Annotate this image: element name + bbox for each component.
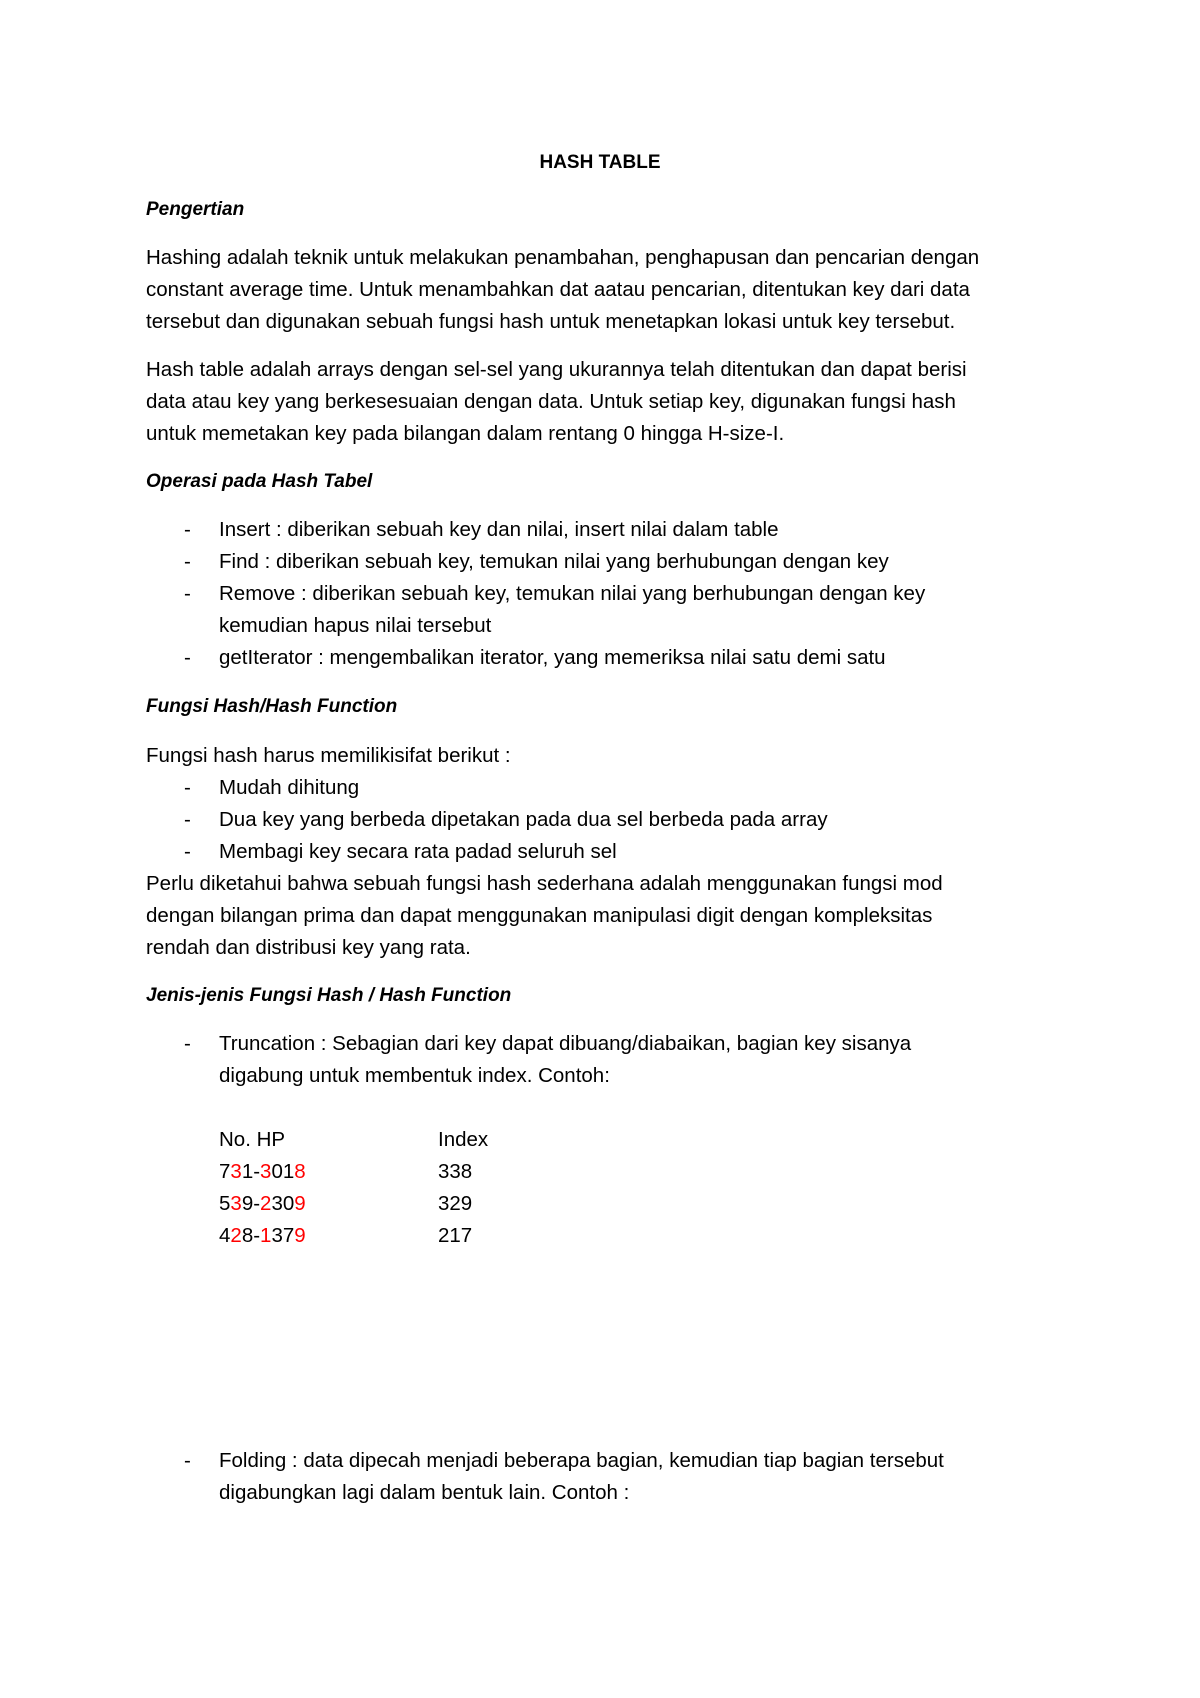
list-item: Folding : data dipecah menjadi beberapa bagian, kemudian tiap bagian tersebut	[219, 1449, 944, 1472]
hp-digit-highlight: 2	[260, 1192, 272, 1215]
list-item: Mudah dihitung	[219, 776, 360, 799]
table-cell-hp	[219, 1191, 306, 1217]
hp-digit-highlight: 3	[230, 1192, 242, 1215]
paragraph-line: rendah dan distribusi key yang rata.	[146, 936, 471, 959]
table-cell-hp	[219, 1223, 306, 1249]
list-item-continuation: digabung untuk membentuk index. Contoh:	[219, 1064, 610, 1087]
list-bullet: -	[184, 518, 191, 541]
paragraph-line: Fungsi hash harus memilikisifat berikut :	[146, 744, 511, 767]
list-item: Membagi key secara rata padad seluruh sel	[219, 840, 617, 863]
list-bullet: -	[184, 840, 191, 863]
hp-digit-highlight: 3	[260, 1160, 272, 1183]
heading-fungsi-hash: Fungsi Hash/Hash Function	[146, 696, 398, 717]
heading-jenis-fungsi-hash: Jenis-jenis Fungsi Hash / Hash Function	[146, 985, 512, 1006]
paragraph-line: Hash table adalah arrays dengan sel-sel yang ukurannya telah ditentukan dan dapat berisi	[146, 358, 967, 381]
hp-digit-highlight: 3	[230, 1160, 242, 1183]
paragraph-line: constant average time. Untuk menambahkan dat aatau pencarian, ditentukan key dari data	[146, 278, 970, 301]
paragraph-line: Perlu diketahui bahwa sebuah fungsi hash sederhana adalah menggunakan fungsi mod	[146, 872, 943, 895]
hp-digit-highlight: 2	[230, 1224, 242, 1247]
list-item-continuation: digabungkan lagi dalam bentuk lain. Contoh :	[219, 1481, 630, 1504]
table-cell-index: 329	[438, 1192, 473, 1215]
heading-pengertian: Pengertian	[146, 199, 245, 220]
table-header-index: Index	[438, 1128, 489, 1151]
hp-digit: 01	[271, 1160, 295, 1183]
paragraph-line: data atau key yang berkesesuaian dengan data. Untuk setiap key, digunakan fungsi hash	[146, 390, 956, 413]
list-bullet: -	[184, 808, 191, 831]
hp-digit-highlight: 1	[260, 1224, 272, 1247]
hp-digit-highlight: 9	[294, 1192, 306, 1215]
table-cell-hp	[219, 1159, 306, 1185]
list-bullet: -	[184, 646, 191, 669]
list-item: Dua key yang berbeda dipetakan pada dua sel berbeda pada array	[219, 808, 828, 831]
hp-digit: 4	[219, 1224, 231, 1247]
hp-digit: 30	[271, 1192, 295, 1215]
list-bullet: -	[184, 582, 191, 605]
document-title: HASH TABLE	[539, 152, 661, 173]
hp-digit-highlight: 9	[294, 1224, 306, 1247]
paragraph-line: untuk memetakan key pada bilangan dalam rentang 0 hingga H-size-I.	[146, 422, 785, 445]
list-bullet: -	[184, 1032, 191, 1055]
paragraph-line: tersebut dan digunakan sebuah fungsi hash untuk menetapkan lokasi untuk key tersebut.	[146, 310, 956, 333]
list-item-continuation: kemudian hapus nilai tersebut	[219, 614, 492, 637]
paragraph-line: dengan bilangan prima dan dapat menggunakan manipulasi digit dengan kompleksitas	[146, 904, 933, 927]
hp-digit: 1-	[241, 1160, 261, 1183]
list-item: Remove : diberikan sebuah key, temukan nilai yang berhubungan dengan key	[219, 582, 926, 605]
hp-digit: 7	[219, 1160, 231, 1183]
list-item: Find : diberikan sebuah key, temukan nilai yang berhubungan dengan key	[219, 550, 889, 573]
table-cell-index: 217	[438, 1224, 473, 1247]
table-cell-index: 338	[438, 1160, 473, 1183]
hp-digit: 9-	[241, 1192, 261, 1215]
table-header-hp: No. HP	[219, 1128, 286, 1151]
hp-digit: 37	[271, 1224, 295, 1247]
heading-operasi: Operasi pada Hash Tabel	[146, 471, 373, 492]
list-item: getIterator : mengembalikan iterator, yang memeriksa nilai satu demi satu	[219, 646, 886, 669]
list-bullet: -	[184, 776, 191, 799]
hp-digit: 8-	[241, 1224, 261, 1247]
hp-digit: 5	[219, 1192, 231, 1215]
paragraph-line: Hashing adalah teknik untuk melakukan penambahan, penghapusan dan pencarian dengan	[146, 246, 980, 269]
list-item: Insert : diberikan sebuah key dan nilai, insert nilai dalam table	[219, 518, 779, 541]
hp-digit-highlight: 8	[294, 1160, 306, 1183]
list-item: Truncation : Sebagian dari key dapat dibuang/diabaikan, bagian key sisanya	[219, 1032, 912, 1055]
list-bullet: -	[184, 1449, 191, 1472]
list-bullet: -	[184, 550, 191, 573]
